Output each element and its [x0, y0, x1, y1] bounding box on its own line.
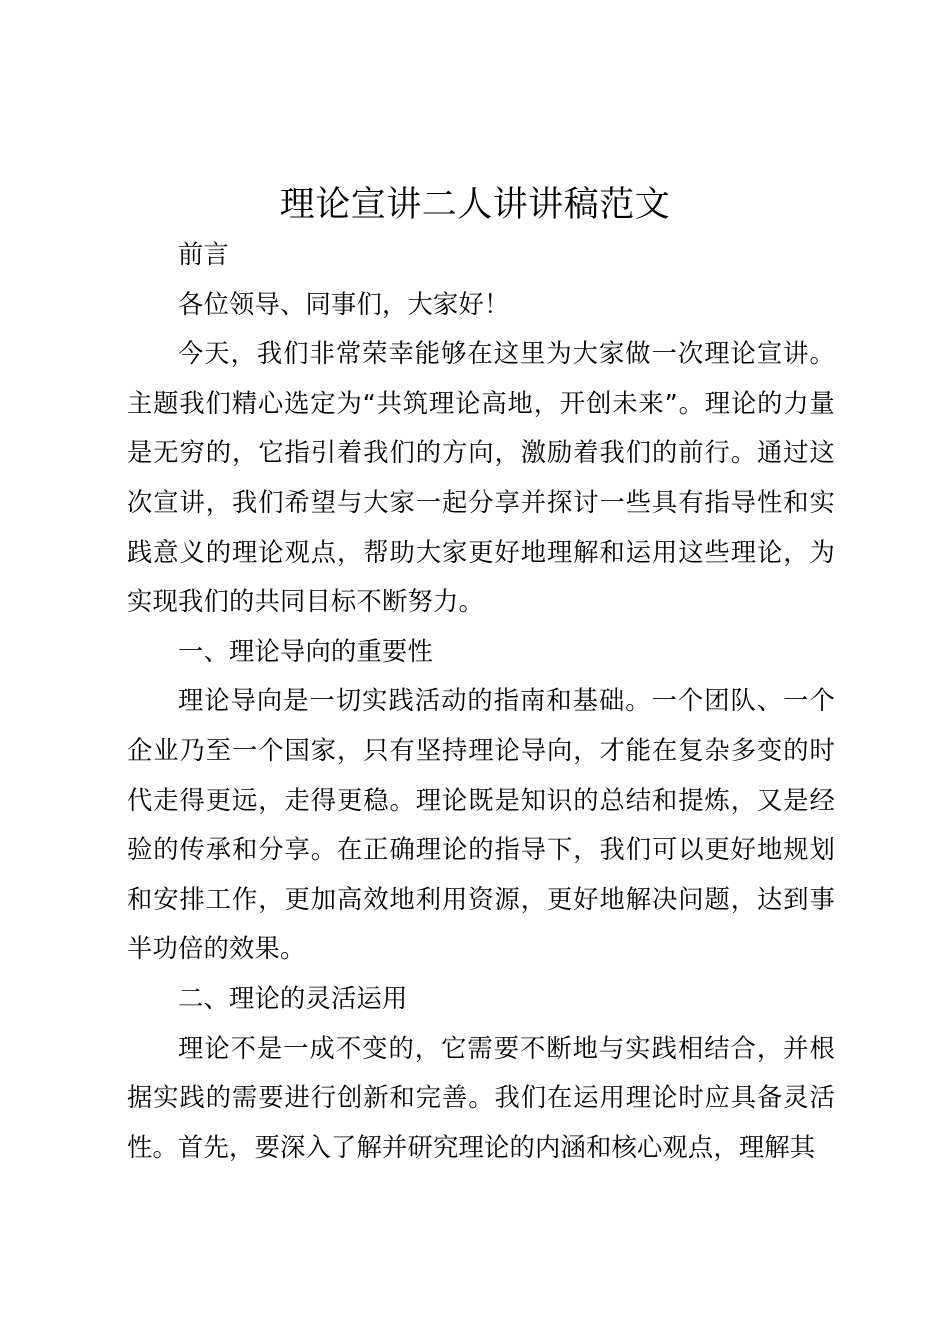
paragraph-section-1: 理论导向是一切实践活动的指南和基础。一个团队、一个企业乃至一个国家，只有坚持理论导向，才能在复杂多变的时代走得更远，走得更稳。理论既是知识的总结和提炼，又是经验的传承和分享。在正确理论的指导下，我们可以更好地规划和安排工作，更加高效地利用资源，更好地解决问题，达到事半功倍的效果。 [127, 686, 835, 964]
paragraph-preface-heading: 前言 [178, 240, 229, 269]
section-heading-2: 二、理论的灵活运用 [178, 983, 408, 1013]
paragraph-section-2: 理论不是一成不变的，它需要不断地与实践相结合，并根据实践的需要进行创新和完善。我们在运用理论时应具备灵活性。首先，要深入了解并研究理论的内涵和核心观点，理解其 [127, 1033, 835, 1162]
document-body [127, 230, 835, 1172]
document-title: 理论宣讲二人讲讲稿范文 [279, 185, 671, 225]
paragraph-greeting: 各位领导、同事们，大家好！ [178, 289, 510, 319]
paragraph-intro: 今天，我们非常荣幸能够在这里为大家做一次理论宣讲。主题我们精心选定为“共筑理论高地，开创未来”。理论的力量是无穷的，它指引着我们的方向，激励着我们的前行。通过这次宣讲，我们希望与大家一起分享并探讨一些具有指导性和实践意义的理论观点，帮助大家更好地理解和运用这些理论，为实现我们的共同目标不断努力。 [127, 339, 835, 617]
section-heading-1: 一、理论导向的重要性 [178, 636, 433, 666]
